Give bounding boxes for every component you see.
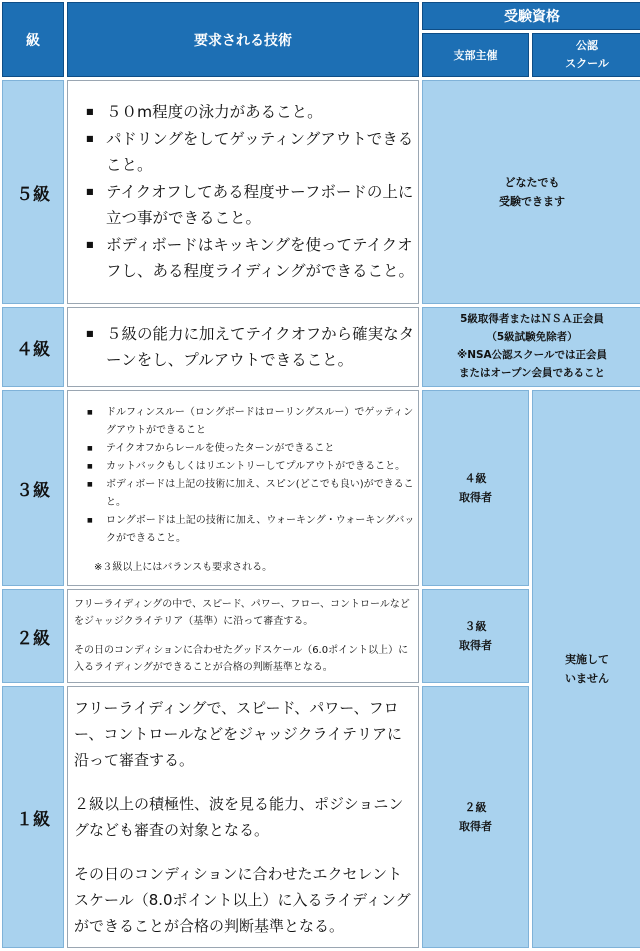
- header-branch: 支部主催: [422, 33, 529, 77]
- header-school: [532, 33, 640, 77]
- grade-1-eligibility: [422, 686, 529, 948]
- grade-1-para: フリーライディングで、スピード、パワー、フロー、コントロールなどをジャッジクライテリアに沿って審査する。: [74, 699, 403, 769]
- grade-3-note: ※３級以上にはバランスも要求される。: [94, 561, 273, 573]
- grade-4-skills: [67, 307, 419, 387]
- grade-3-elig-line1: ４級: [464, 471, 487, 485]
- grade-5-skills: [67, 80, 419, 304]
- grade-4-elig-line: 5級取得者またはＮＳＡ正会員: [460, 313, 604, 326]
- header-school-line1: 公認: [576, 39, 598, 53]
- grade-1-label: １級: [2, 686, 64, 948]
- row-grade-5: [2, 80, 640, 304]
- grade-2-label: ２級: [2, 589, 64, 683]
- school-na-line2: いません: [565, 672, 609, 685]
- grade-1-elig-line2: 取得者: [459, 820, 492, 833]
- header-school-line2: スクール: [565, 57, 609, 70]
- grade-5-item: ■ パドリングをしてゲッティングアウトできること。: [68, 126, 418, 178]
- grade-4-label: ４級: [2, 307, 64, 387]
- grade-5-eligibility: [422, 80, 640, 304]
- grade-3-skills: [67, 390, 419, 586]
- grade-5-item: ■ ５０m程度の泳力があること。: [68, 99, 418, 125]
- grade-4-elig-line: （5級試験免除者）: [486, 331, 578, 344]
- grade-1-para: ２級以上の積極性、波を見る能力、ポジショニングなども審査の対象となる。: [74, 795, 404, 839]
- grade-5-elig-line2: 受験できます: [499, 195, 565, 208]
- grade-3-item: ■ ドルフィンスルー（ロングボードはローリングスルー）でゲッティングアウトができること: [68, 404, 418, 440]
- header-level: 級: [2, 2, 64, 77]
- grade-5-item: ■ ボディボードはキッキングを使ってテイクオフし、ある程度ライディングができること。: [68, 232, 418, 284]
- grade-1-para: その日のコンディションに合わせたエクセレントスケール（8.0ポイント以上）に入るライディングができることが合格の判断基準となる。: [74, 865, 411, 935]
- grade-2-elig-line1: ３級: [464, 619, 487, 633]
- grade-3-item: ■ テイクオフからレールを使ったターンができること: [68, 440, 418, 458]
- grade-3-item: ■ カットバックもしくはリエントリーしてプルアウトができること。: [68, 458, 418, 476]
- school-not-offered: [532, 390, 640, 948]
- grade-5-label: ５級: [2, 80, 64, 304]
- grade-3-label: ３級: [2, 390, 64, 586]
- grade-4-elig-line: またはオープン会員であること: [458, 366, 606, 379]
- grade-3-item: ■ ボディボードは上記の技術に加え、スピン(どこでも良い)ができること。: [68, 476, 418, 512]
- row-grade-4: [2, 307, 640, 387]
- grade-5-elig-line1: どなたでも: [504, 175, 560, 189]
- grade-4-eligibility: [422, 307, 640, 387]
- header-eligibility: 受験資格: [422, 2, 640, 30]
- grade-1-elig-line1: ２級: [464, 800, 487, 814]
- grade-2-skills: [67, 589, 419, 683]
- grade-2-para: その日のコンディションに合わせたグッドスケール（6.0ポイント以上）に入るライディングができることが合格の判断基準となる。: [74, 645, 409, 673]
- grade-2-eligibility: [422, 589, 529, 683]
- row-grade-3: [2, 390, 640, 586]
- school-na-line1: 実施して: [565, 652, 609, 666]
- grade-2-para: フリーライディングの中で、スピード、パワー、フロー、コントロールなどをジャッジクライテリア（基準）に沿って審査する。: [74, 599, 410, 627]
- grade-1-skills: [67, 686, 419, 948]
- grade-4-elig-line: ※NSA公認スクールでは正会員: [457, 349, 607, 361]
- grade-2-elig-line2: 取得者: [459, 639, 492, 652]
- grade-3-elig-line2: 取得者: [459, 491, 492, 504]
- header-skills: 要求される技術: [67, 2, 419, 77]
- grade-3-item: ■ ロングボードは上記の技術に加え、ウォーキング・ウォーキングバックができること。: [68, 512, 418, 548]
- grade-5-item: ■ テイクオフしてある程度サーフボードの上に立つ事ができること。: [68, 179, 418, 231]
- grade-3-eligibility: [422, 390, 529, 586]
- grade-4-item: ■ ５級の能力に加えてテイクオフから確実なターンをし、プルアウトできること。: [68, 321, 418, 373]
